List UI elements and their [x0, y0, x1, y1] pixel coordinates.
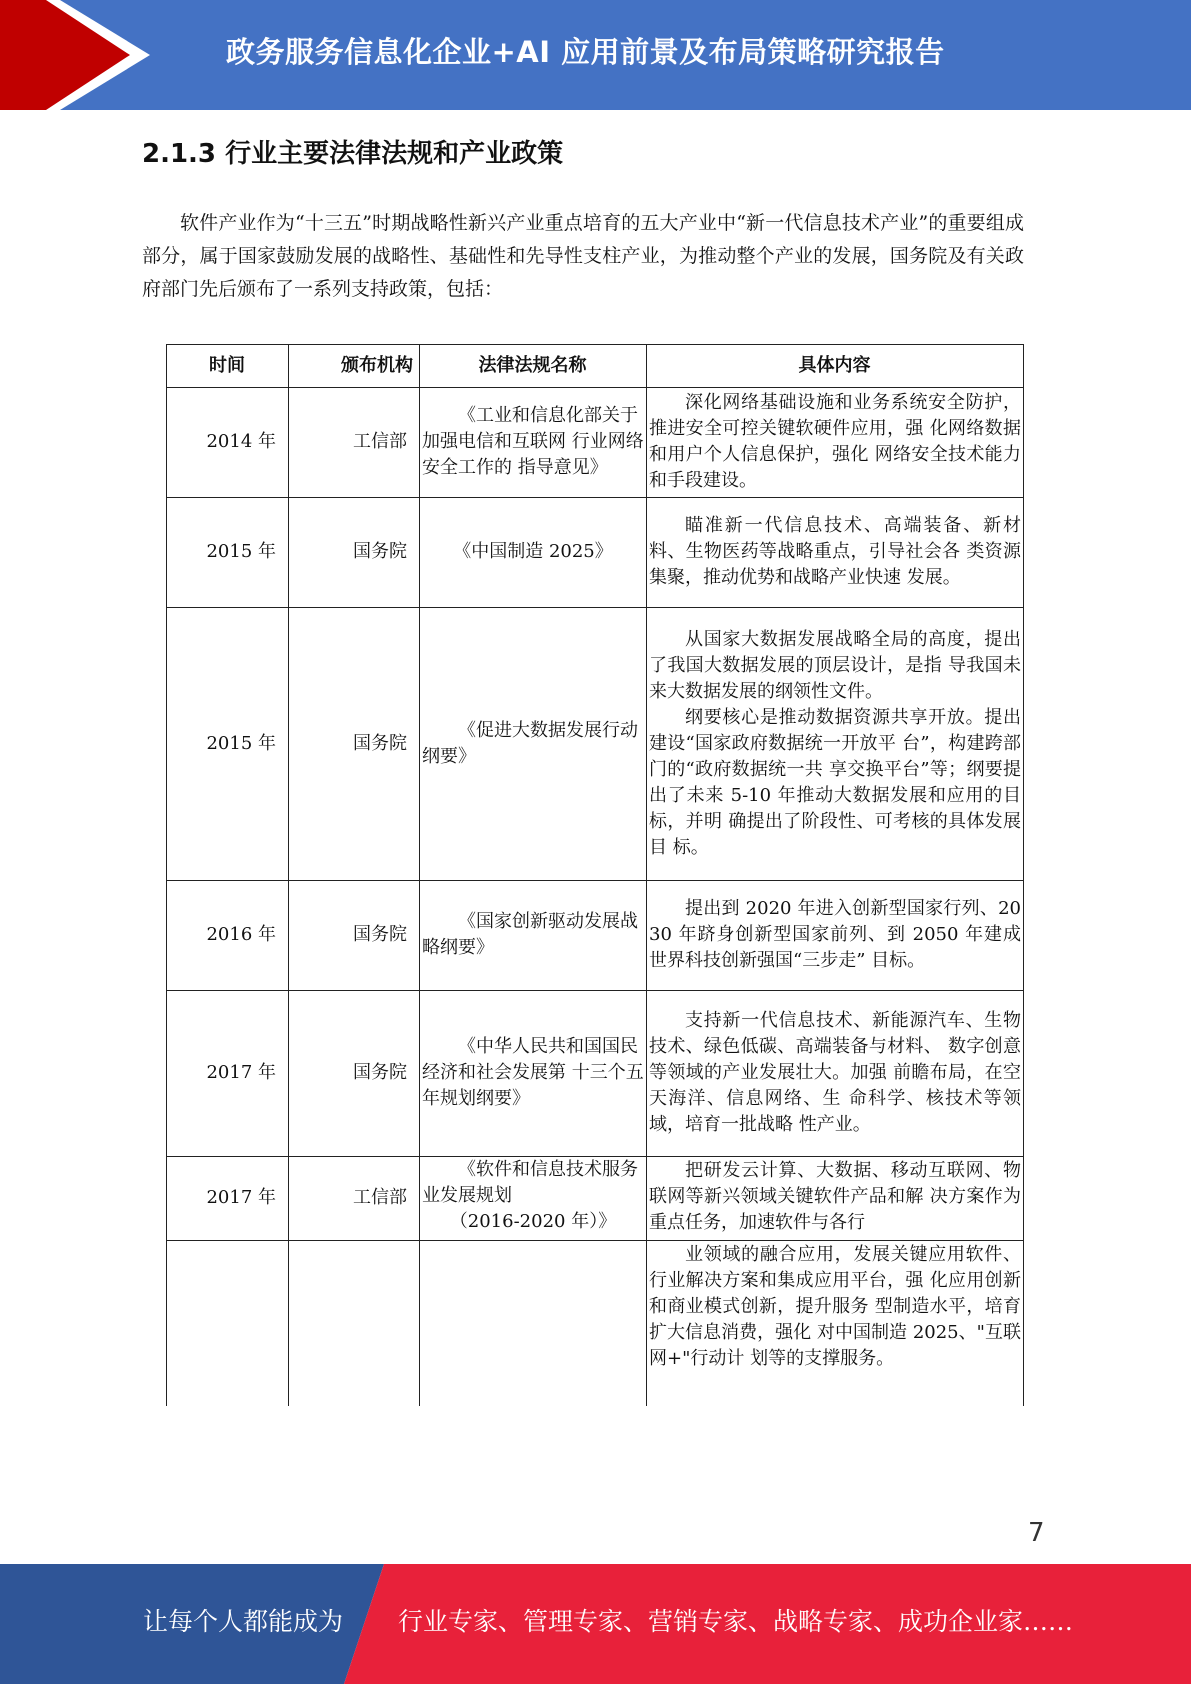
page-number: 7: [1028, 1518, 1045, 1548]
section-title: 2.1.3 行业主要法律法规和产业政策: [142, 139, 564, 169]
row-2-name: 《中国制造 2025》: [453, 541, 613, 562]
row-3-content: 从国家大数据发展战略全局的高度，提出了我国大数据发展的顶层设计，是指 导我国未来大数据发展的纲领性文件。 纲要核心是推动数据资源共享开放。提出建设“国家政府数据统一开放平 台”，构建跨部门的“政府数据统一共 享交换平台”等；纲要提出了未来 5-10 年推动大数据发展和应用的目标，并明 确提出了阶段性、可考核的具体发展目 标。: [649, 628, 1021, 858]
row-2-org: 国务院: [353, 541, 407, 562]
header-time: 时间: [209, 354, 245, 376]
row-6-content: 把研发云计算、大数据、移动互联网、物联网等新兴领域关键软件产品和解 决方案作为重点任务，加速软件与各行: [649, 1160, 1021, 1233]
row-1-year: 2014 年: [206, 431, 276, 452]
intro-paragraph: 软件产业作为“十三五”时期战略性新兴产业重点培育的五大产业中“新一代信息技术产业”的重要组成部分，属于国家鼓励发展的战略性、基础性和先导性支柱产业，为推动整个产业的发展，国务院及有关政府部门先后颁布了一系列支持政策，包括：: [142, 212, 1024, 300]
row-4-org: 国务院: [353, 924, 407, 945]
header-org: 颁布机构: [341, 354, 413, 376]
footer-banner: [0, 1564, 1191, 1684]
row-6-name: 《软件和信息技术服务业发展规划 （2016-2020 年）》: [422, 1159, 638, 1232]
chevron-logo-icon: [0, 0, 150, 110]
footer-slogan-right: 行业专家、管理专家、营销专家、战略专家、成功企业家……: [398, 1607, 1074, 1636]
row-1-name: 《工业和信息化部关于加强电信和互联网 行业网络安全工作的 指导意见》: [422, 405, 644, 478]
row-3-year: 2015 年: [206, 732, 276, 754]
row-1-content: 深化网络基础设施和业务系统安全防护，推进安全可控关键软硬件应用，强 化网络数据和用户个人信息保护，强化 网络安全技术能力和手段建设。: [649, 392, 1021, 491]
row-4-content: 提出到 2020 年进入创新型国家行列、2030 年跻身创新型国家前列、到 2050 年建成世界科技创新强国“三步走” 目标。: [649, 898, 1021, 971]
row-1-org: 工信部: [353, 431, 407, 452]
footer-slogan-left: 让每个人都能成为: [143, 1607, 344, 1636]
row-4-name: 《国家创新驱动发展战略纲要》: [422, 911, 638, 958]
row-2-content: 瞄准新一代信息技术、高端装备、新材料、生物医药等战略重点，引导社会各 类资源集聚，推动优势和战略产业快速 发展。: [649, 515, 1021, 588]
row-5-org: 国务院: [353, 1062, 407, 1083]
report-title: 政务服务信息化企业+AI 应用前景及布局策略研究报告: [226, 35, 945, 69]
row-5-year: 2017 年: [206, 1062, 276, 1083]
row-2-year: 2015 年: [206, 541, 276, 562]
row-5-name: 《中华人民共和国国民经济和社会发展第 十三个五年规划纲要》: [422, 1036, 644, 1109]
header-content: 具体内容: [798, 354, 871, 376]
row-3-org: 国务院: [353, 732, 407, 754]
policy-table: [166, 344, 1024, 1406]
row-6-org: 工信部: [353, 1187, 407, 1208]
row-5-content: 支持新一代信息技术、新能源汽车、生物技术、绿色低碳、高端装备与材料、 数字创意等领域的产业发展壮大。加强 前瞻布局，在空天海洋、信息网络、生 命科学、核技术等领域，培育一批战略 性产业。: [649, 1010, 1021, 1135]
row-7-content: 业领域的融合应用，发展关键应用软件、行业解决方案和集成应用平台，强 化应用创新和商业模式创新，提升服务 型制造水平，培育扩大信息消费，强化 对中国制造 2025、"互联网+"行动计 划等的支撑服务。: [649, 1244, 1021, 1369]
row-4-year: 2016 年: [206, 924, 276, 945]
header-name: 法律法规名称: [478, 354, 587, 376]
header-banner: [0, 0, 1191, 110]
row-3-name: 《促进大数据发展行动纲要》: [422, 719, 638, 767]
row-6-year: 2017 年: [206, 1187, 276, 1208]
